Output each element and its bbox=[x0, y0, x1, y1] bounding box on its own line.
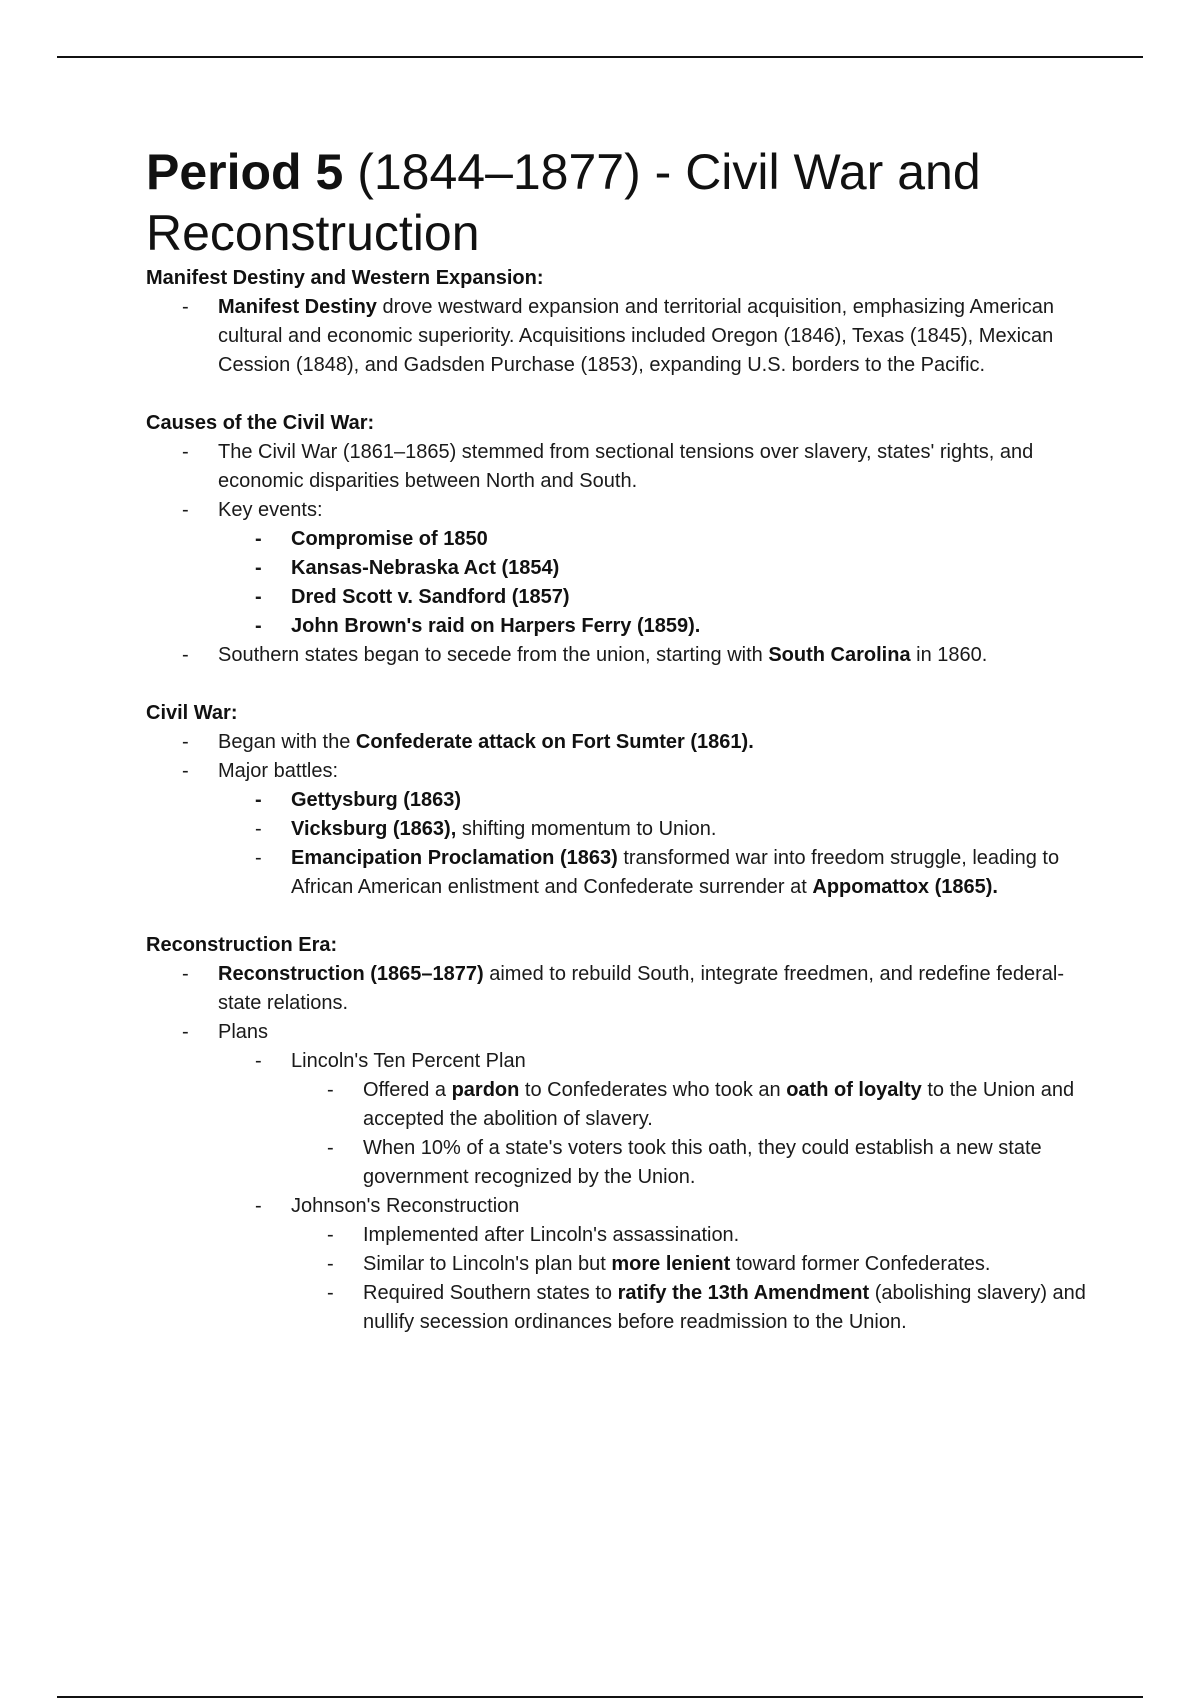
section-heading: Reconstruction Era: bbox=[146, 934, 338, 956]
list-item: - Plans bbox=[182, 1021, 269, 1043]
list-item-event: - Compromise of 1850 bbox=[255, 528, 488, 550]
list-item-event: - John Brown's raid on Harpers Ferry (1859). bbox=[255, 615, 701, 637]
list-item-event: - Dred Scott v. Sandford (1857) bbox=[255, 586, 570, 608]
top-rule bbox=[57, 56, 1143, 58]
page-title: Period 5 (1844–1877) - Civil War and Reconstruction bbox=[146, 144, 981, 261]
section-heading: Causes of the Civil War: bbox=[146, 412, 375, 434]
list-item-plan-detail: - Similar to Lincoln's plan but more lenient toward former Confederates. bbox=[327, 1253, 991, 1275]
list-item-plan-detail: - When 10% of a state's voters took this oath, they could establish a new state government recognized by the Union. bbox=[327, 1137, 1042, 1188]
section-reconstruction-era bbox=[146, 931, 1106, 1337]
section-causes-civil-war bbox=[146, 409, 1106, 670]
list-item-plan-detail: - Implemented after Lincoln's assassination. bbox=[327, 1224, 740, 1246]
list-item-battle: - Emancipation Proclamation (1863) transformed war into freedom struggle, leading to African American enlistment and Confederate surrender at Appomattox (1865). bbox=[255, 847, 1060, 898]
list-item-plan: - Johnson's Reconstruction bbox=[255, 1195, 520, 1217]
list-item-battle: - Vicksburg (1863), shifting momentum to Union. bbox=[255, 818, 717, 840]
section-manifest-destiny bbox=[146, 264, 1106, 380]
list-item: - Major battles: bbox=[182, 760, 339, 782]
list-item-plan-detail: - Offered a pardon to Confederates who took an oath of loyalty to the Union and accepted the abolition of slavery. bbox=[327, 1079, 1075, 1130]
list-item-battle: - Gettysburg (1863) bbox=[255, 789, 462, 811]
list-item: - Manifest Destiny drove westward expansion and territorial acquisition, emphasizing American cultural and economic superiority. Acquisitions included Oregon (1846), Texas (1845), Mexican Cession (1848), and Gadsden Purchase (1853), expanding U.S. borders to the Pacific. bbox=[182, 296, 1054, 376]
section-heading: Manifest Destiny and Western Expansion: bbox=[146, 267, 544, 289]
list-item-plan: - Lincoln's Ten Percent Plan bbox=[255, 1050, 526, 1072]
bottom-rule bbox=[57, 1696, 1143, 1698]
list-item: - Began with the Confederate attack on Fort Sumter (1861). bbox=[182, 731, 754, 753]
section-heading: Civil War: bbox=[146, 702, 238, 724]
list-item: - Key events: bbox=[182, 499, 323, 521]
document-body bbox=[146, 142, 1106, 1337]
list-item-event: - Kansas-Nebraska Act (1854) bbox=[255, 557, 560, 579]
section-civil-war bbox=[146, 699, 1106, 902]
list-item: - Southern states began to secede from the union, starting with South Carolina in 1860. bbox=[182, 644, 988, 666]
list-item-plan-detail: - Required Southern states to ratify the 13th Amendment (abolishing slavery) and nullify secession ordinances before readmission to the Union. bbox=[327, 1282, 1086, 1333]
list-item: - Reconstruction (1865–1877) aimed to rebuild South, integrate freedmen, and redefine federal-state relations. bbox=[182, 963, 1065, 1014]
list-item: - The Civil War (1861–1865) stemmed from sectional tensions over slavery, states' rights, and economic disparities between North and South. bbox=[182, 441, 1034, 492]
